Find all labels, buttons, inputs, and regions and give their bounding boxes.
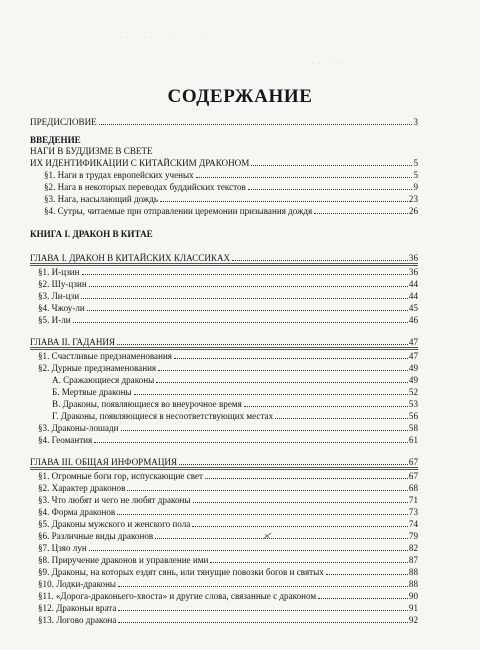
toc-entry-label: ИХ ИДЕНТИФИКАЦИИ С КИТАЙСКИМ ДРАКОНОМ <box>30 158 250 168</box>
toc-entry-label: §2. Шу-цзин <box>38 279 87 289</box>
toc-entry-page: 46 <box>408 315 418 325</box>
toc-entry-page: 58 <box>408 423 418 433</box>
toc-entry-label: §1. Наги в трудах европейских ученых <box>44 170 194 180</box>
leader-dots <box>244 406 408 407</box>
leader-dots <box>156 382 408 383</box>
toc-entry[interactable] <box>44 205 418 217</box>
toc-entry-label: §4. Форма драконов <box>38 507 116 517</box>
toc-entry-label: А. Сражающиеся драконы <box>52 375 155 385</box>
toc-entry-page: 88 <box>408 579 418 589</box>
toc-entry-preface[interactable] <box>30 116 418 128</box>
toc-entry-page: 49 <box>408 375 418 385</box>
leader-dots <box>160 201 408 202</box>
toc-entry-label: §11. «Дорога-драконьего-хвоста» и другие слова, связанные с драконом <box>38 591 317 601</box>
intro-heading: ВВЕДЕНИЕ <box>30 135 81 145</box>
toc-entry-page: 91 <box>408 603 418 613</box>
leader-dots <box>82 274 408 275</box>
toc-entry[interactable] <box>38 278 418 290</box>
toc-entry-page: 26 <box>408 206 418 216</box>
toc-entry-label: §1. И-цзин <box>38 267 80 277</box>
toc-entry-page: 88 <box>408 567 418 577</box>
toc-entry-page: 74 <box>408 519 418 529</box>
toc-entry-label: §5. Драконы мужского и женского пола <box>38 519 191 529</box>
leader-dots <box>251 165 412 166</box>
toc-entry-label: §1. Огромные боги гор, испускающие свет <box>38 471 204 481</box>
toc-entry-label: §6. Различные виды драконов <box>38 531 154 541</box>
toc-entry-page: 47 <box>408 351 418 361</box>
toc-entry[interactable] <box>38 566 418 578</box>
toc-entry-label: §9. Драконы, на которых ездят сянь, или тянущие повозки богов и святых <box>38 567 324 577</box>
toc-entry[interactable] <box>38 470 418 482</box>
toc-entry-page: 92 <box>408 615 418 625</box>
toc-entry-label: ПРЕДИСЛОВИЕ <box>30 117 97 127</box>
toc-entry-label: §5. И-ли <box>38 315 71 325</box>
leader-dots <box>326 574 408 575</box>
toc-entry[interactable] <box>38 554 418 566</box>
toc-entry[interactable] <box>38 602 418 614</box>
toc-entry-label: §3. Что любят и чего не любят драконы <box>38 495 191 505</box>
leader-dots <box>81 298 408 299</box>
leader-dots <box>121 430 408 431</box>
leader-dots <box>134 394 408 395</box>
leader-dots <box>87 310 408 311</box>
leader-dots <box>89 550 408 551</box>
toc-entry[interactable] <box>38 578 418 590</box>
toc-entry-label: §12. Драконьи врата <box>38 603 117 613</box>
toc-entry-page: 49 <box>408 363 418 373</box>
toc-entry-page: 79 <box>408 531 418 541</box>
toc-entry-page: 67 <box>408 457 418 467</box>
toc-entry-page: 5 <box>413 170 418 180</box>
leader-dots <box>193 502 408 503</box>
toc-entry[interactable] <box>52 410 418 422</box>
toc-entry-label: §4. Чжоу-ли <box>38 303 85 313</box>
toc-entry[interactable] <box>38 350 418 362</box>
toc-entry-label: §3. Нага, насылающий дождь <box>44 194 158 204</box>
toc-entry[interactable] <box>38 422 418 434</box>
leader-dots <box>89 286 408 287</box>
toc-entry-page: 45 <box>408 303 418 313</box>
toc-entry[interactable] <box>38 590 418 602</box>
toc-entry-label: §4. Сутры, читаемые при отправлении церемонии призывания дождя <box>44 206 313 216</box>
leader-dots <box>174 358 408 359</box>
toc-entry-page: 3 <box>413 117 418 127</box>
leader-dots <box>179 464 408 465</box>
toc-entry-page: 82 <box>408 543 418 553</box>
toc-entry-page: 73 <box>408 507 418 517</box>
toc-entry[interactable] <box>52 374 418 386</box>
page-title: СОДЕРЖАНИЕ <box>167 86 313 107</box>
toc-entry-page: 47 <box>408 337 418 347</box>
toc-entry-label: §3. Ли-цзи <box>38 291 80 301</box>
leader-dots <box>192 526 408 527</box>
toc-entry-intro[interactable] <box>30 157 418 169</box>
toc-entry-label: §1. Счастливые предзнаменования <box>38 351 172 361</box>
toc-entry-page: 36 <box>408 253 418 263</box>
leader-dots <box>117 344 408 345</box>
toc-entry-page: 9 <box>413 182 418 192</box>
toc-entry[interactable] <box>38 506 418 518</box>
toc-entry-page: 5 <box>413 158 418 168</box>
leader-dots <box>127 490 408 491</box>
bleed-through-text: · · · · · · · · <box>300 60 346 68</box>
toc-entry-label: §13. Логово дракона <box>38 615 117 625</box>
bleed-through-text: · · · · · · · · · · · · · · · · <box>120 34 215 42</box>
toc-entry-label: ГЛАВА I. ДРАКОН В КИТАЙСКИХ КЛАССИКАХ <box>30 253 231 263</box>
toc-entry-label: §7. Цзяо лун <box>38 543 87 553</box>
toc-entry-page: 68 <box>408 483 418 493</box>
toc-entry[interactable] <box>44 181 418 193</box>
toc-entry-label: §10. Лодки-драконы <box>38 579 117 589</box>
toc-entry-label: §3. Драконы-лошади <box>38 423 119 433</box>
toc-entry-page: 44 <box>408 291 418 301</box>
toc-entry[interactable] <box>38 542 418 554</box>
toc-entry-page: 53 <box>408 399 418 409</box>
toc-entry-label: В. Драконы, появляющиеся во внеурочное время <box>52 399 242 409</box>
toc-entry-page: 90 <box>408 591 418 601</box>
book-heading: КНИГА I. ДРАКОН В КИТАЕ <box>30 229 153 239</box>
leader-dots <box>155 538 408 539</box>
toc-entry-page: 52 <box>408 387 418 397</box>
leader-dots <box>232 260 408 261</box>
toc-entry-page: 44 <box>408 279 418 289</box>
leader-dots <box>205 478 408 479</box>
leader-dots <box>117 514 408 515</box>
toc-entry-label: Б. Мертвые драконы <box>52 387 132 397</box>
intro-title-line1: НАГИ В БУДДИЗМЕ В СВЕТЕ <box>30 146 153 156</box>
toc-entry-label: §2. Характер драконов <box>38 483 126 493</box>
toc-entry[interactable] <box>38 530 418 542</box>
leader-dots <box>248 189 413 190</box>
toc-entry[interactable] <box>38 290 418 302</box>
toc-entry[interactable] <box>38 614 418 626</box>
pencil-mark <box>262 531 272 541</box>
toc-entry[interactable] <box>38 266 418 278</box>
toc-entry-page: 56 <box>408 411 418 421</box>
toc-entry-page: 67 <box>408 471 418 481</box>
toc-entry-label: ГЛАВА II. ГАДАНИЯ <box>30 337 116 347</box>
leader-dots <box>94 442 408 443</box>
toc-entry-page: 36 <box>408 267 418 277</box>
leader-dots <box>318 598 408 599</box>
toc-entry[interactable] <box>38 314 418 326</box>
toc-entry-label: §8. Приручение драконов и управление ими <box>38 555 209 565</box>
leader-dots <box>158 370 408 371</box>
toc-entry[interactable] <box>52 386 418 398</box>
leader-dots <box>275 418 408 419</box>
toc-entry[interactable] <box>38 362 418 374</box>
toc-entry-label: §2. Нага в некоторых переводах буддийских текстов <box>44 182 246 192</box>
leader-dots <box>118 610 408 611</box>
leader-dots <box>73 322 408 323</box>
toc-entry-label: ГЛАВА III. ОБЩАЯ ИНФОРМАЦИЯ <box>30 457 178 467</box>
toc-entry[interactable] <box>44 169 418 181</box>
toc-entry-page: 23 <box>408 194 418 204</box>
toc-entry-page: 87 <box>408 555 418 565</box>
toc-entry-label: §2. Дурные предзнаменования <box>38 363 157 373</box>
toc-entry[interactable] <box>38 434 418 446</box>
toc-entry[interactable] <box>38 482 418 494</box>
leader-dots <box>196 177 413 178</box>
toc-entry[interactable] <box>44 193 418 205</box>
toc-entry[interactable] <box>38 494 418 506</box>
toc-entry-page: 61 <box>408 435 418 445</box>
leader-dots <box>118 622 408 623</box>
toc-entry[interactable] <box>38 302 418 314</box>
leader-dots <box>99 124 413 125</box>
toc-entry-label: Г. Драконы, появляющиеся в несоответствующих местах <box>52 411 274 421</box>
leader-dots <box>314 213 408 214</box>
toc-entry[interactable] <box>52 398 418 410</box>
toc-entry-label: §4. Геомантия <box>38 435 93 445</box>
toc-entry-page: 71 <box>408 495 418 505</box>
leader-dots <box>210 562 408 563</box>
leader-dots <box>118 586 408 587</box>
toc-entry[interactable] <box>38 518 418 530</box>
